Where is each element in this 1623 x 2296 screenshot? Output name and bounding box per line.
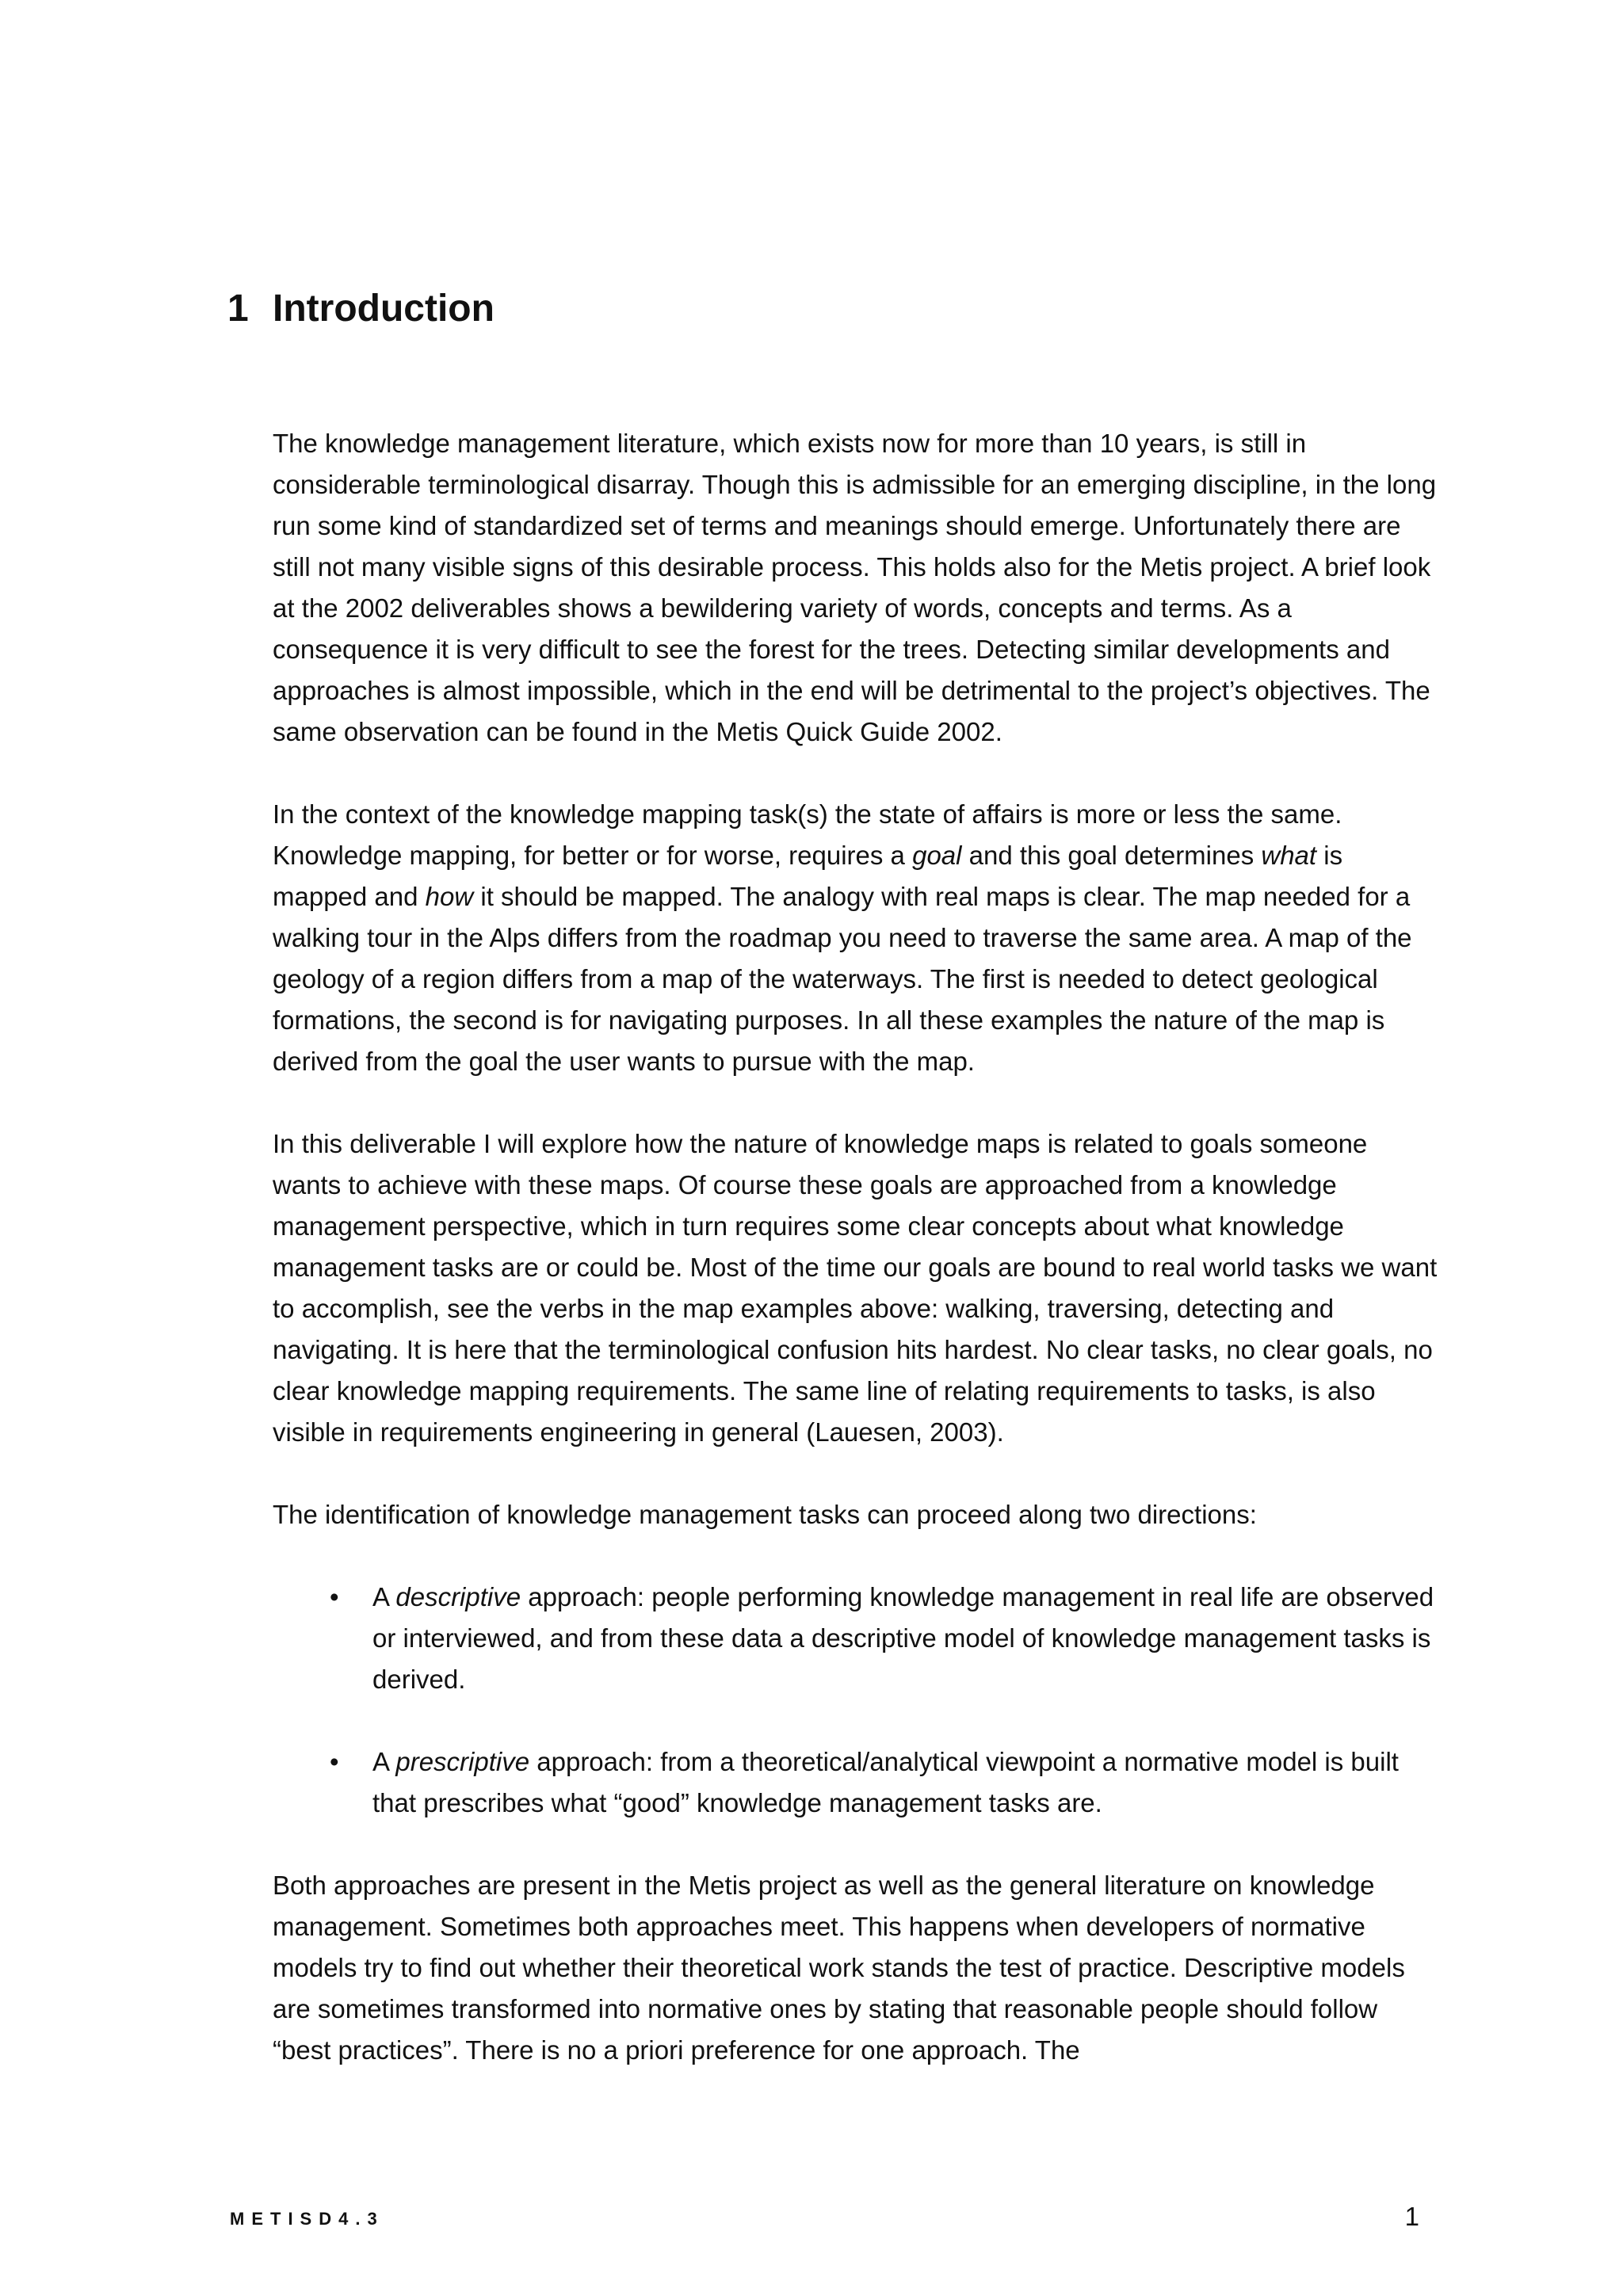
text-run: and this goal determines	[961, 841, 1262, 870]
closing-paragraphs	[273, 1865, 1438, 2071]
paragraph	[273, 423, 1438, 753]
text-run: The knowledge management literature, which exists now for more than 10 years, is still in considerable terminological disarray. Though this is admissible for an emerging discipline, in the long run some kind of standardized set of terms and meanings should emerge. Unfortunately there are still not many visible signs of this desirable process. This holds also for the Metis project. A brief look at the 2002 deliverables shows a bewildering variety of words, concepts and terms. As a consequence it is very difficult to see the forest for the trees. Detecting similar developments and approaches is almost impossible, which in the end will be detrimental to the project’s objectives. The same observation can be found in the Metis Quick Guide 2002.	[273, 429, 1437, 746]
bullet-dot-icon: •	[330, 1582, 339, 1611]
text-run: In the context of the knowledge mapping task(s) the state of affairs is more or less the same. Knowledge mapping, for better or for worse, requires a	[273, 799, 1342, 870]
paragraph	[273, 1865, 1438, 2071]
paragraph	[273, 794, 1438, 1082]
section-number: 1	[227, 288, 249, 330]
body-text	[273, 423, 1438, 2112]
footer-document-label: METISD4.3	[230, 2209, 384, 2229]
text-run: A	[372, 1582, 396, 1611]
page-number: 1	[1404, 2202, 1419, 2231]
text-run: approach: from a theoretical/analytical viewpoint a normative model is built that prescribes what “good” knowledge management tasks are.	[372, 1747, 1399, 1817]
text-run: it should be mapped. The analogy with real maps is clear. The map needed for a walking tour in the Alps differs from the roadmap you need to traverse the same area. A map of the geology of a region differs from a map of the waterways. The first is needed to detect geological formations, the second is for navigating purposes. In all these examples the nature of the map is derived from the goal the user wants to pursue with the map.	[273, 882, 1412, 1076]
bullet-item	[273, 1741, 1438, 1824]
text-run: approach: people performing knowledge management in real life are observed or interviewed, and from these data a descriptive model of knowledge management tasks is derived.	[372, 1582, 1434, 1694]
section-title: Introduction	[273, 288, 495, 330]
text-run: In this deliverable I will explore how the nature of knowledge maps is related to goals someone wants to achieve with these maps. Of course these goals are approached from a knowledge management perspective, which in turn requires some clear concepts about what knowledge management tasks are or could be. Most of the time our goals are bound to real world tasks we want to accomplish, see the verbs in the map examples above: walking, traversing, detecting and navigating. It is here that the terminological confusion hits hardest. No clear tasks, no clear goals, no clear knowledge mapping requirements. The same line of relating requirements to tasks, is also visible in requirements engineering in general (Lauesen, 2003).	[273, 1129, 1438, 1447]
emphasized-text: goal	[912, 841, 962, 870]
emphasized-text: prescriptive	[395, 1747, 530, 1776]
paragraph	[273, 1123, 1438, 1453]
bullet-dot-icon: •	[330, 1747, 339, 1776]
emphasized-text: what	[1261, 841, 1317, 870]
text-run: A	[372, 1747, 396, 1776]
section-heading	[227, 285, 495, 333]
text-run: The identification of knowledge management tasks can proceed along two directions:	[273, 1500, 1257, 1529]
text-run: Both approaches are present in the Metis project as well as the general literature on knowledge management. Sometimes both approaches meet. This happens when developers of normative models try to find out whether their theoretical work stands the test of practice. Descriptive models are sometimes transformed into normative ones by stating that reasonable people should follow “best practices”. There is no a priori preference for one approach. The	[273, 1871, 1405, 2065]
paragraph	[273, 1494, 1438, 1535]
text-run: is mapped and	[273, 841, 1343, 911]
intro-paragraphs	[273, 423, 1438, 1535]
bullet-list	[273, 1577, 1438, 1824]
bullet-item	[273, 1577, 1438, 1700]
emphasized-text: how	[425, 882, 474, 911]
emphasized-text: descriptive	[395, 1582, 521, 1611]
